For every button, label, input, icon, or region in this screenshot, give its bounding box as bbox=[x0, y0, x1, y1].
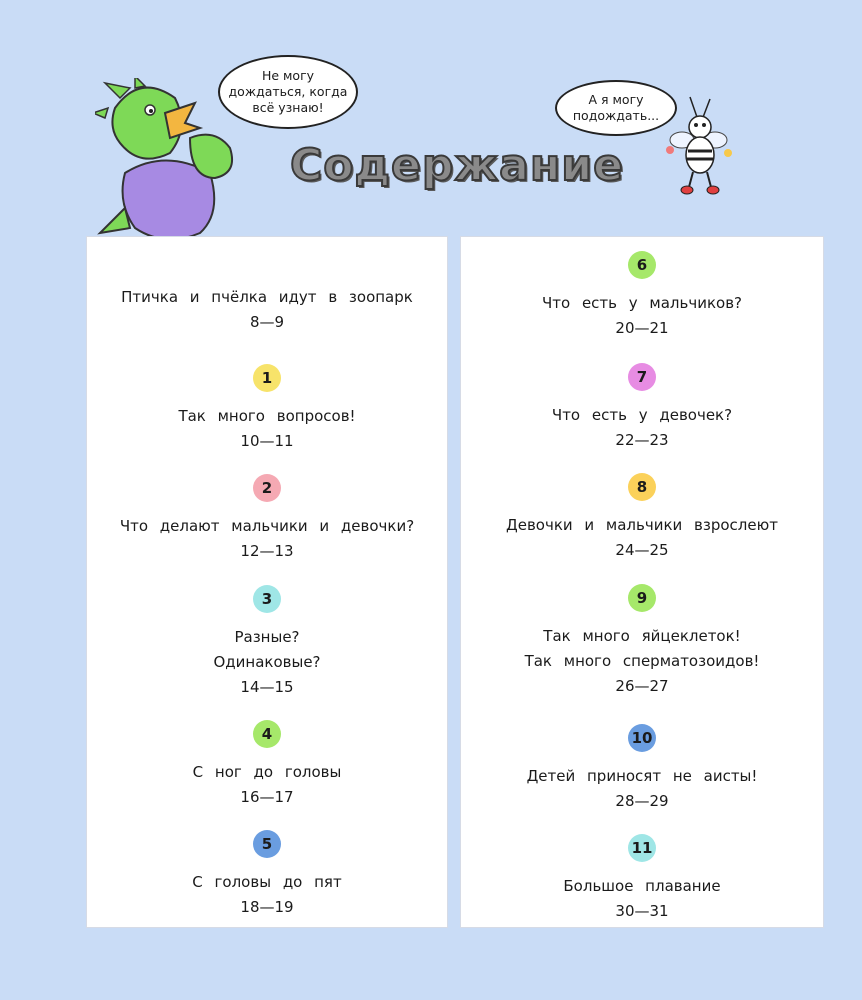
page-range: 30—31 bbox=[615, 902, 669, 920]
chapter-title: Что есть у девочек? bbox=[551, 406, 733, 424]
toc-entry[interactable] bbox=[87, 285, 447, 335]
chapter-number-badge: 4 bbox=[253, 720, 281, 748]
toc-entry[interactable] bbox=[461, 363, 823, 453]
chapter-title: Так много вопросов! bbox=[178, 407, 356, 425]
toc-entry[interactable] bbox=[461, 724, 823, 814]
chapter-title: С головы до пят bbox=[192, 873, 342, 891]
chapter-title: С ног до головы bbox=[192, 763, 342, 781]
toc-entry[interactable] bbox=[87, 585, 447, 700]
chapter-title: Девочки и мальчики взрослеют bbox=[506, 516, 778, 534]
chapter-number-badge: 7 bbox=[628, 363, 656, 391]
chapter-title: Детей приносят не аисты! bbox=[526, 767, 758, 785]
speech-bubble-bird: Не могу дождаться, когда всё узнаю! bbox=[218, 55, 358, 129]
page-range: 26—27 bbox=[615, 677, 669, 695]
chapter-number-badge: 10 bbox=[628, 724, 656, 752]
chapter-number-badge: 3 bbox=[253, 585, 281, 613]
toc-entry[interactable] bbox=[461, 584, 823, 699]
chapter-title: Что есть у мальчиков? bbox=[541, 294, 743, 312]
page-range: 20—21 bbox=[615, 319, 669, 337]
page-range: 18—19 bbox=[240, 898, 294, 916]
page-range: 28—29 bbox=[615, 792, 669, 810]
chapter-number-badge: 1 bbox=[253, 364, 281, 392]
contents-left-column bbox=[86, 236, 448, 928]
chapter-number-badge: 6 bbox=[628, 251, 656, 279]
page-range: 14—15 bbox=[240, 678, 294, 696]
page-title: Содержание bbox=[290, 140, 624, 191]
page-range: 12—13 bbox=[240, 542, 294, 560]
chapter-number-badge: 11 bbox=[628, 834, 656, 862]
page-range: 16—17 bbox=[240, 788, 294, 806]
contents-right-column bbox=[460, 236, 824, 928]
chapter-title: Большое плавание bbox=[563, 877, 721, 895]
toc-entry[interactable] bbox=[87, 830, 447, 920]
toc-entry[interactable] bbox=[461, 251, 823, 341]
chapter-number-badge: 9 bbox=[628, 584, 656, 612]
toc-entry[interactable] bbox=[461, 834, 823, 924]
chapter-title: Одинаковые? bbox=[213, 653, 321, 671]
page-range: 22—23 bbox=[615, 431, 669, 449]
chapter-title: Так много сперматозоидов! bbox=[524, 652, 760, 670]
chapter-title: Так много яйцеклеток! bbox=[543, 627, 741, 645]
page-range: 24—25 bbox=[615, 541, 669, 559]
chapter-number-badge: 8 bbox=[628, 473, 656, 501]
chapter-title: Разные? bbox=[234, 628, 300, 646]
chapter-number-badge: 5 bbox=[253, 830, 281, 858]
speech-bubble-bee: А я могу подождать... bbox=[555, 80, 677, 136]
toc-entry[interactable] bbox=[87, 364, 447, 454]
page-range: 8—9 bbox=[249, 313, 285, 331]
toc-entry[interactable] bbox=[461, 473, 823, 563]
chapter-title: Птичка и пчёлка идут в зоопарк bbox=[121, 288, 413, 306]
page-range: 10—11 bbox=[240, 432, 294, 450]
toc-entry[interactable] bbox=[87, 474, 447, 564]
chapter-title: Что делают мальчики и девочки? bbox=[119, 517, 415, 535]
toc-entry[interactable] bbox=[87, 720, 447, 810]
chapter-number-badge: 2 bbox=[253, 474, 281, 502]
